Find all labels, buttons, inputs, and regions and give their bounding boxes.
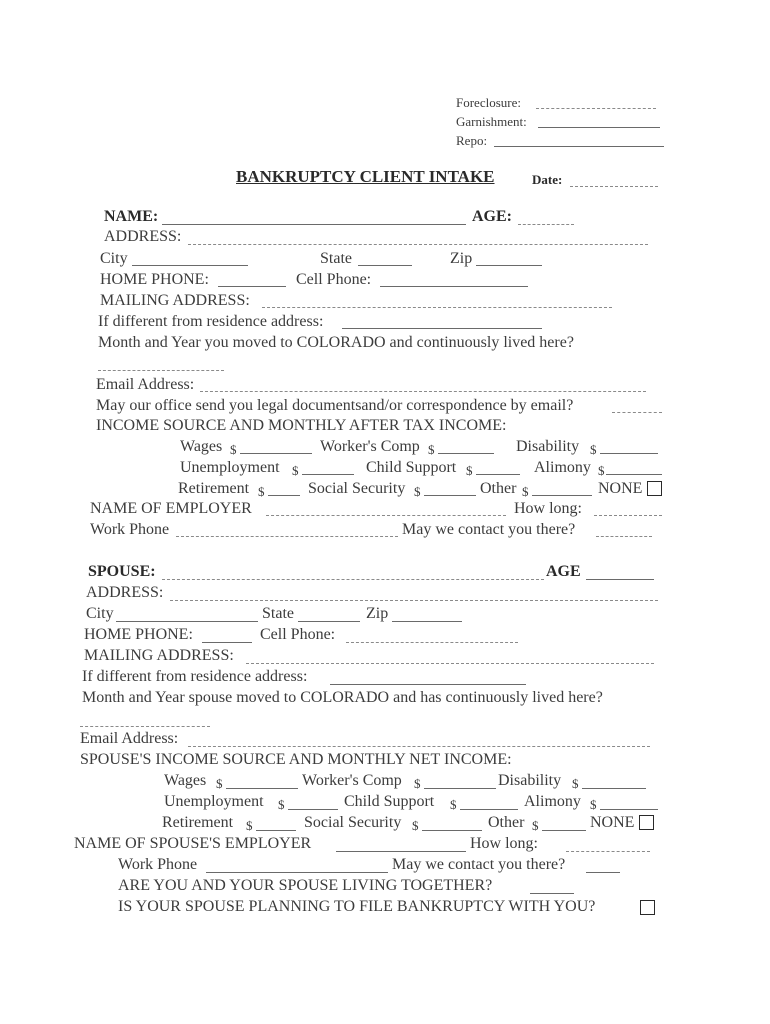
workers-comp-currency: $ <box>428 442 435 457</box>
child-support-field[interactable] <box>476 474 520 475</box>
work-phone-field[interactable] <box>176 536 398 537</box>
social-security-field[interactable] <box>424 495 476 496</box>
income-heading: INCOME SOURCE AND MONTHLY AFTER TAX INCOME: <box>96 417 507 434</box>
disability-currency: $ <box>590 442 597 457</box>
spouse-income-heading: SPOUSE'S INCOME SOURCE AND MONTHLY NET INCOME: <box>80 751 512 768</box>
spouse-unemployment-field[interactable] <box>288 809 338 810</box>
spouse-social-security-label: Social Security <box>304 814 402 831</box>
unemployment-field[interactable] <box>302 474 354 475</box>
may-email-label: May our office send you legal documentsand/or correspondence by email? <box>96 397 574 414</box>
name-field[interactable] <box>162 224 466 225</box>
spouse-mailing-address-field[interactable] <box>246 663 654 664</box>
planning-to-file-checkbox[interactable] <box>640 900 655 915</box>
cell-phone-field[interactable] <box>380 286 528 287</box>
spouse-name-field[interactable] <box>162 579 544 580</box>
workers-comp-label: Worker's Comp <box>320 438 420 455</box>
spouse-if-different-field[interactable] <box>330 684 526 685</box>
spouse-unemployment-currency: $ <box>278 797 285 812</box>
if-different-label: If different from residence address: <box>98 313 324 330</box>
other-field[interactable] <box>532 495 592 496</box>
spouse-email-label: Email Address: <box>80 730 179 747</box>
spouse-unemployment-label: Unemployment <box>164 793 264 810</box>
spouse-workers-comp-label: Worker's Comp <box>302 772 402 789</box>
spouse-child-support-currency: $ <box>450 797 457 812</box>
wages-label: Wages <box>180 438 223 455</box>
how-long-label: How long: <box>514 500 582 517</box>
spouse-city-field[interactable] <box>116 621 258 622</box>
employer-field[interactable] <box>266 515 506 516</box>
spouse-child-support-field[interactable] <box>460 809 518 810</box>
name-label: NAME: <box>104 208 159 225</box>
if-different-field[interactable] <box>342 328 542 329</box>
state-label: State <box>320 250 352 267</box>
living-together-label: ARE YOU AND YOUR SPOUSE LIVING TOGETHER? <box>118 877 493 894</box>
garnishment-field[interactable] <box>538 127 660 128</box>
spouse-city-label: City <box>86 605 114 622</box>
spouse-if-different-label: If different from residence address: <box>82 668 308 685</box>
spouse-other-label: Other <box>488 814 525 831</box>
social-security-currency: $ <box>414 484 421 499</box>
spouse-work-phone-label: Work Phone <box>118 856 198 873</box>
repo-field[interactable] <box>494 146 664 147</box>
spouse-may-contact-label: May we contact you there? <box>392 856 566 873</box>
city-field[interactable] <box>132 265 248 266</box>
how-long-field[interactable] <box>594 515 662 516</box>
retirement-label: Retirement <box>178 480 250 497</box>
may-contact-label: May we contact you there? <box>402 521 576 538</box>
wages-currency: $ <box>230 442 237 457</box>
spouse-age-label: AGE <box>546 563 581 580</box>
spouse-retirement-field[interactable] <box>256 830 296 831</box>
state-field[interactable] <box>358 265 412 266</box>
social-security-label: Social Security <box>308 480 406 497</box>
address-field[interactable] <box>188 244 648 245</box>
work-phone-label: Work Phone <box>90 521 170 538</box>
zip-field[interactable] <box>476 265 542 266</box>
mailing-address-field[interactable] <box>262 307 612 308</box>
spouse-social-security-field[interactable] <box>422 830 482 831</box>
wages-field[interactable] <box>240 453 312 454</box>
spouse-wages-field[interactable] <box>226 788 298 789</box>
spouse-may-contact-field[interactable] <box>586 872 620 873</box>
spouse-social-security-currency: $ <box>412 818 419 833</box>
spouse-none-label: NONE <box>590 814 635 831</box>
may-contact-field[interactable] <box>596 536 652 537</box>
spouse-workers-comp-field[interactable] <box>424 788 496 789</box>
spouse-work-phone-field[interactable] <box>206 872 388 873</box>
spouse-none-checkbox[interactable] <box>639 815 654 830</box>
other-label: Other <box>480 480 517 497</box>
address-label: ADDRESS: <box>104 228 182 245</box>
spouse-other-field[interactable] <box>542 830 586 831</box>
foreclosure-label: Foreclosure: <box>456 95 521 110</box>
spouse-state-field[interactable] <box>298 621 360 622</box>
spouse-child-support-label: Child Support <box>344 793 435 810</box>
child-support-label: Child Support <box>366 459 457 476</box>
none-label: NONE <box>598 480 643 497</box>
page-title: BANKRUPTCY CLIENT INTAKE <box>236 167 495 186</box>
email-field[interactable] <box>200 391 646 392</box>
foreclosure-field[interactable] <box>536 108 656 109</box>
garnishment-label: Garnishment: <box>456 114 527 129</box>
unemployment-currency: $ <box>292 463 299 478</box>
spouse-alimony-label: Alimony <box>524 793 581 810</box>
none-checkbox[interactable] <box>647 481 662 496</box>
repo-label: Repo: <box>456 133 488 148</box>
spouse-home-phone-field[interactable] <box>202 642 252 643</box>
home-phone-field[interactable] <box>218 286 286 287</box>
spouse-employer-label: NAME OF SPOUSE'S EMPLOYER <box>74 835 312 852</box>
spouse-address-field[interactable] <box>170 600 658 601</box>
spouse-label: SPOUSE: <box>88 563 156 580</box>
city-label: City <box>100 250 128 267</box>
email-label: Email Address: <box>96 376 195 393</box>
disability-label: Disability <box>516 438 580 455</box>
workers-comp-field[interactable] <box>438 453 494 454</box>
spouse-disability-field[interactable] <box>582 788 646 789</box>
date-label: Date: <box>532 172 563 187</box>
retirement-currency: $ <box>258 484 265 499</box>
spouse-wages-currency: $ <box>216 776 223 791</box>
spouse-disability-label: Disability <box>498 772 562 789</box>
spouse-moved-colorado-field[interactable] <box>80 726 210 727</box>
spouse-cell-phone-label: Cell Phone: <box>260 626 336 643</box>
spouse-alimony-field[interactable] <box>600 809 658 810</box>
spouse-state-label: State <box>262 605 294 622</box>
age-field[interactable] <box>518 224 574 225</box>
retirement-field[interactable] <box>268 495 300 496</box>
spouse-alimony-currency: $ <box>590 797 597 812</box>
spouse-age-field[interactable] <box>586 579 654 580</box>
cell-phone-label: Cell Phone: <box>296 271 372 288</box>
spouse-other-currency: $ <box>532 818 539 833</box>
spouse-employer-field[interactable] <box>336 851 466 852</box>
moved-colorado-label: Month and Year you moved to COLORADO and continuously lived here? <box>98 334 574 351</box>
spouse-workers-comp-currency: $ <box>414 776 421 791</box>
spouse-moved-colorado-label: Month and Year spouse moved to COLORADO and has continuously lived here? <box>82 689 603 706</box>
alimony-label: Alimony <box>534 459 591 476</box>
home-phone-label: HOME PHONE: <box>100 271 209 288</box>
spouse-retirement-currency: $ <box>246 818 253 833</box>
may-email-field[interactable] <box>612 412 662 413</box>
other-currency: $ <box>522 484 529 499</box>
spouse-zip-field[interactable] <box>392 621 462 622</box>
child-support-currency: $ <box>466 463 473 478</box>
spouse-retirement-label: Retirement <box>162 814 234 831</box>
spouse-how-long-field[interactable] <box>566 851 650 852</box>
disability-field[interactable] <box>600 453 658 454</box>
spouse-zip-label: Zip <box>366 605 389 622</box>
moved-colorado-field[interactable] <box>98 370 224 371</box>
spouse-disability-currency: $ <box>572 776 579 791</box>
date-field[interactable] <box>570 186 658 187</box>
spouse-email-field[interactable] <box>188 746 650 747</box>
spouse-mailing-address-label: MAILING ADDRESS: <box>84 647 234 664</box>
spouse-wages-label: Wages <box>164 772 207 789</box>
living-together-field[interactable] <box>530 893 574 894</box>
mailing-address-label: MAILING ADDRESS: <box>100 292 250 309</box>
alimony-currency: $ <box>598 463 605 478</box>
employer-label: NAME OF EMPLOYER <box>90 500 252 517</box>
spouse-address-label: ADDRESS: <box>86 584 164 601</box>
unemployment-label: Unemployment <box>180 459 280 476</box>
spouse-cell-phone-field[interactable] <box>346 642 518 643</box>
spouse-home-phone-label: HOME PHONE: <box>84 626 193 643</box>
zip-label: Zip <box>450 250 473 267</box>
planning-to-file-label: IS YOUR SPOUSE PLANNING TO FILE BANKRUPTCY WITH YOU? <box>118 898 596 915</box>
spouse-how-long-label: How long: <box>470 835 538 852</box>
age-label: AGE: <box>472 208 512 225</box>
alimony-field[interactable] <box>606 474 662 475</box>
